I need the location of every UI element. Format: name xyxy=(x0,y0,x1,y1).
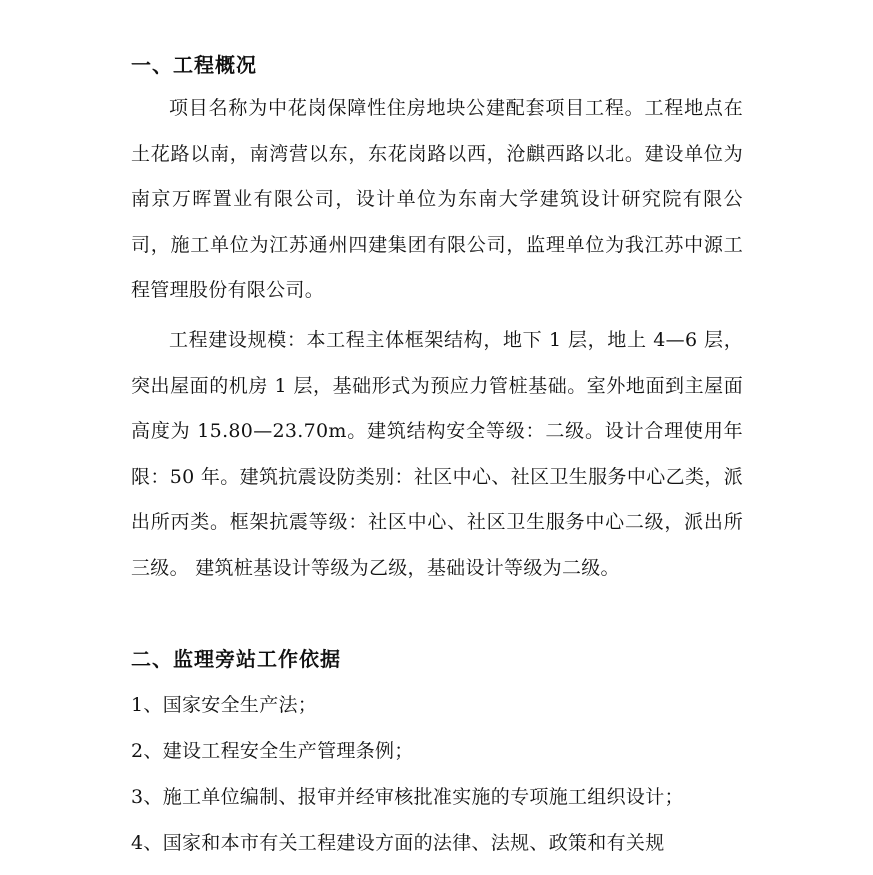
section-1-paragraph-construction-scale: 工程建设规模：本工程主体框架结构，地下 1 层，地上 4—6 层，突出屋面的机房 1 层，基础形式为预应力管桩基础。室外地面到主屋面高度为 15.80—23.70m。建筑结构安全等级：二级。设计合理使用年限：50 年。建筑抗震设防类别：社区中心、社区卫生服务中心乙类，派出所丙类。框架抗震等级：社区中心、社区卫生服务中心二级，派出所三级。 建筑桩基设计等级为乙级，基础设计等级为二级。 xyxy=(131,329,743,579)
list-item: 3、施工单位编制、报审并经审核批准实施的专项施工组织设计； xyxy=(131,786,684,808)
list-item: 2、建设工程安全生产管理条例； xyxy=(131,740,414,762)
list-item: 1、国家安全生产法； xyxy=(131,694,318,716)
section-2-title: 二、监理旁站工作依据 xyxy=(131,647,341,671)
section-1-title: 一、工程概况 xyxy=(131,53,257,77)
list-item: 4、国家和本市有关工程建设方面的法律、法规、政策和有关规 xyxy=(131,832,665,854)
basis-list xyxy=(131,682,743,866)
section-1-paragraph-project-info: 项目名称为中花岗保障性住房地块公建配套项目工程。工程地点在土花路以南，南湾营以东，东花岗路以西，沧麒西路以北。建设单位为南京万晖置业有限公司，设计单位为东南大学建筑设计研究院有限公司，施工单位为江苏通州四建集团有限公司，监理单位为我江苏中源工程管理股份有限公司。 xyxy=(131,97,743,301)
